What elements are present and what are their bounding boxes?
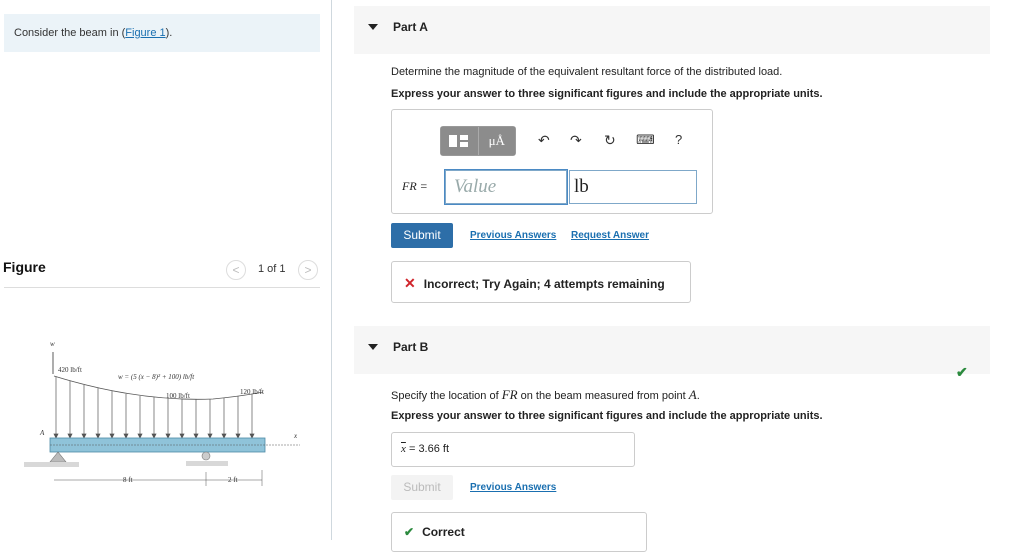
answer-equals: =	[405, 443, 419, 455]
figure-title: Figure	[3, 259, 46, 275]
part-b-instruction: Express your answer to three significant figures and include the appropriate units.	[391, 410, 823, 422]
point-a-label: A	[40, 429, 45, 437]
part-b-title: Part B	[393, 340, 429, 354]
question-end: .	[696, 390, 700, 402]
part-b-complete-check-icon: ✔	[956, 364, 968, 380]
collapse-triangle-icon[interactable]	[368, 24, 378, 30]
intro-prefix: Consider the beam in (	[14, 27, 126, 39]
correct-feedback	[391, 512, 647, 552]
templates-icon	[446, 132, 472, 150]
incorrect-message: Incorrect; Try Again; 4 attempts remaining	[423, 277, 665, 291]
incorrect-feedback	[391, 261, 691, 303]
problem-intro	[4, 14, 320, 52]
value-input[interactable]: Value	[445, 170, 567, 204]
figure-header	[4, 256, 320, 288]
figure-link[interactable]: Figure 1	[125, 27, 166, 39]
dim-label-left: 8 ft	[123, 476, 133, 484]
next-figure-button[interactable]: >	[298, 260, 318, 280]
dim-label-right: 2 ft	[228, 476, 238, 484]
part-b-submit-button: Submit	[391, 475, 453, 500]
collapse-triangle-icon[interactable]	[368, 344, 378, 350]
right-load-label: 120 lb/ft	[240, 388, 264, 396]
units-button[interactable]: μÅ	[479, 127, 516, 155]
reset-icon[interactable]: ↻	[604, 132, 616, 148]
part-b-question	[391, 387, 700, 403]
answer-variable: $\overline{x}$	[401, 443, 406, 455]
help-icon[interactable]: ?	[675, 132, 683, 147]
load-equation-label: w = (5 (x − 8)² + 100) lb/ft	[118, 373, 195, 381]
part-b-header[interactable]	[354, 326, 990, 374]
part-a-question: Determine the magnitude of the equivalent resultant force of the distributed load.	[391, 66, 783, 78]
w-axis-label: w	[50, 340, 55, 348]
redo-icon[interactable]: ↷	[570, 132, 582, 148]
math-toolbar	[440, 126, 516, 156]
left-load-label: 420 lb/ft	[58, 366, 82, 374]
x-axis-label: x	[294, 432, 298, 440]
answer-value: 3.66 ft	[418, 443, 450, 455]
part-b-previous-answers-link[interactable]: Previous Answers	[470, 482, 557, 493]
answer-editor	[391, 109, 713, 214]
part-a-submit-button[interactable]: Submit	[391, 223, 453, 248]
incorrect-icon: ✕	[404, 275, 416, 291]
problem-pane	[0, 0, 330, 540]
beam	[50, 438, 265, 452]
correct-check-icon: ✔	[404, 525, 415, 539]
part-a-title: Part A	[393, 20, 428, 34]
part-a-header[interactable]	[354, 6, 990, 54]
templates-button[interactable]	[441, 127, 479, 155]
intro-suffix: ).	[165, 27, 173, 39]
question-point: A	[688, 387, 697, 402]
previous-figure-button[interactable]: <	[226, 260, 246, 280]
request-answer-link[interactable]: Request Answer	[571, 230, 649, 241]
question-middle: on the beam measured from point	[517, 390, 689, 402]
roller-support	[202, 452, 210, 460]
left-ground	[24, 462, 79, 467]
correct-label: Correct	[422, 525, 465, 539]
load-arrows	[54, 377, 254, 438]
part-a-previous-answers-link[interactable]: Previous Answers	[470, 230, 557, 241]
min-load-label: 100 lb/ft	[166, 392, 190, 400]
pin-support	[50, 452, 66, 462]
undo-icon[interactable]: ↶	[538, 132, 550, 148]
figure-counter: 1 of 1	[258, 263, 286, 275]
question-prefix: Specify the location of	[391, 390, 502, 402]
unit-input[interactable]: lb	[569, 170, 697, 204]
question-variable: FR	[501, 387, 518, 402]
fr-field-label: FR =	[402, 179, 428, 193]
right-ground	[186, 461, 228, 466]
keyboard-icon[interactable]: ⌨	[636, 132, 655, 147]
submitted-answer	[391, 432, 635, 467]
beam-figure	[18, 334, 298, 494]
pane-divider	[331, 0, 332, 540]
part-a-instruction: Express your answer to three significant figures and include the appropriate units.	[391, 88, 823, 100]
